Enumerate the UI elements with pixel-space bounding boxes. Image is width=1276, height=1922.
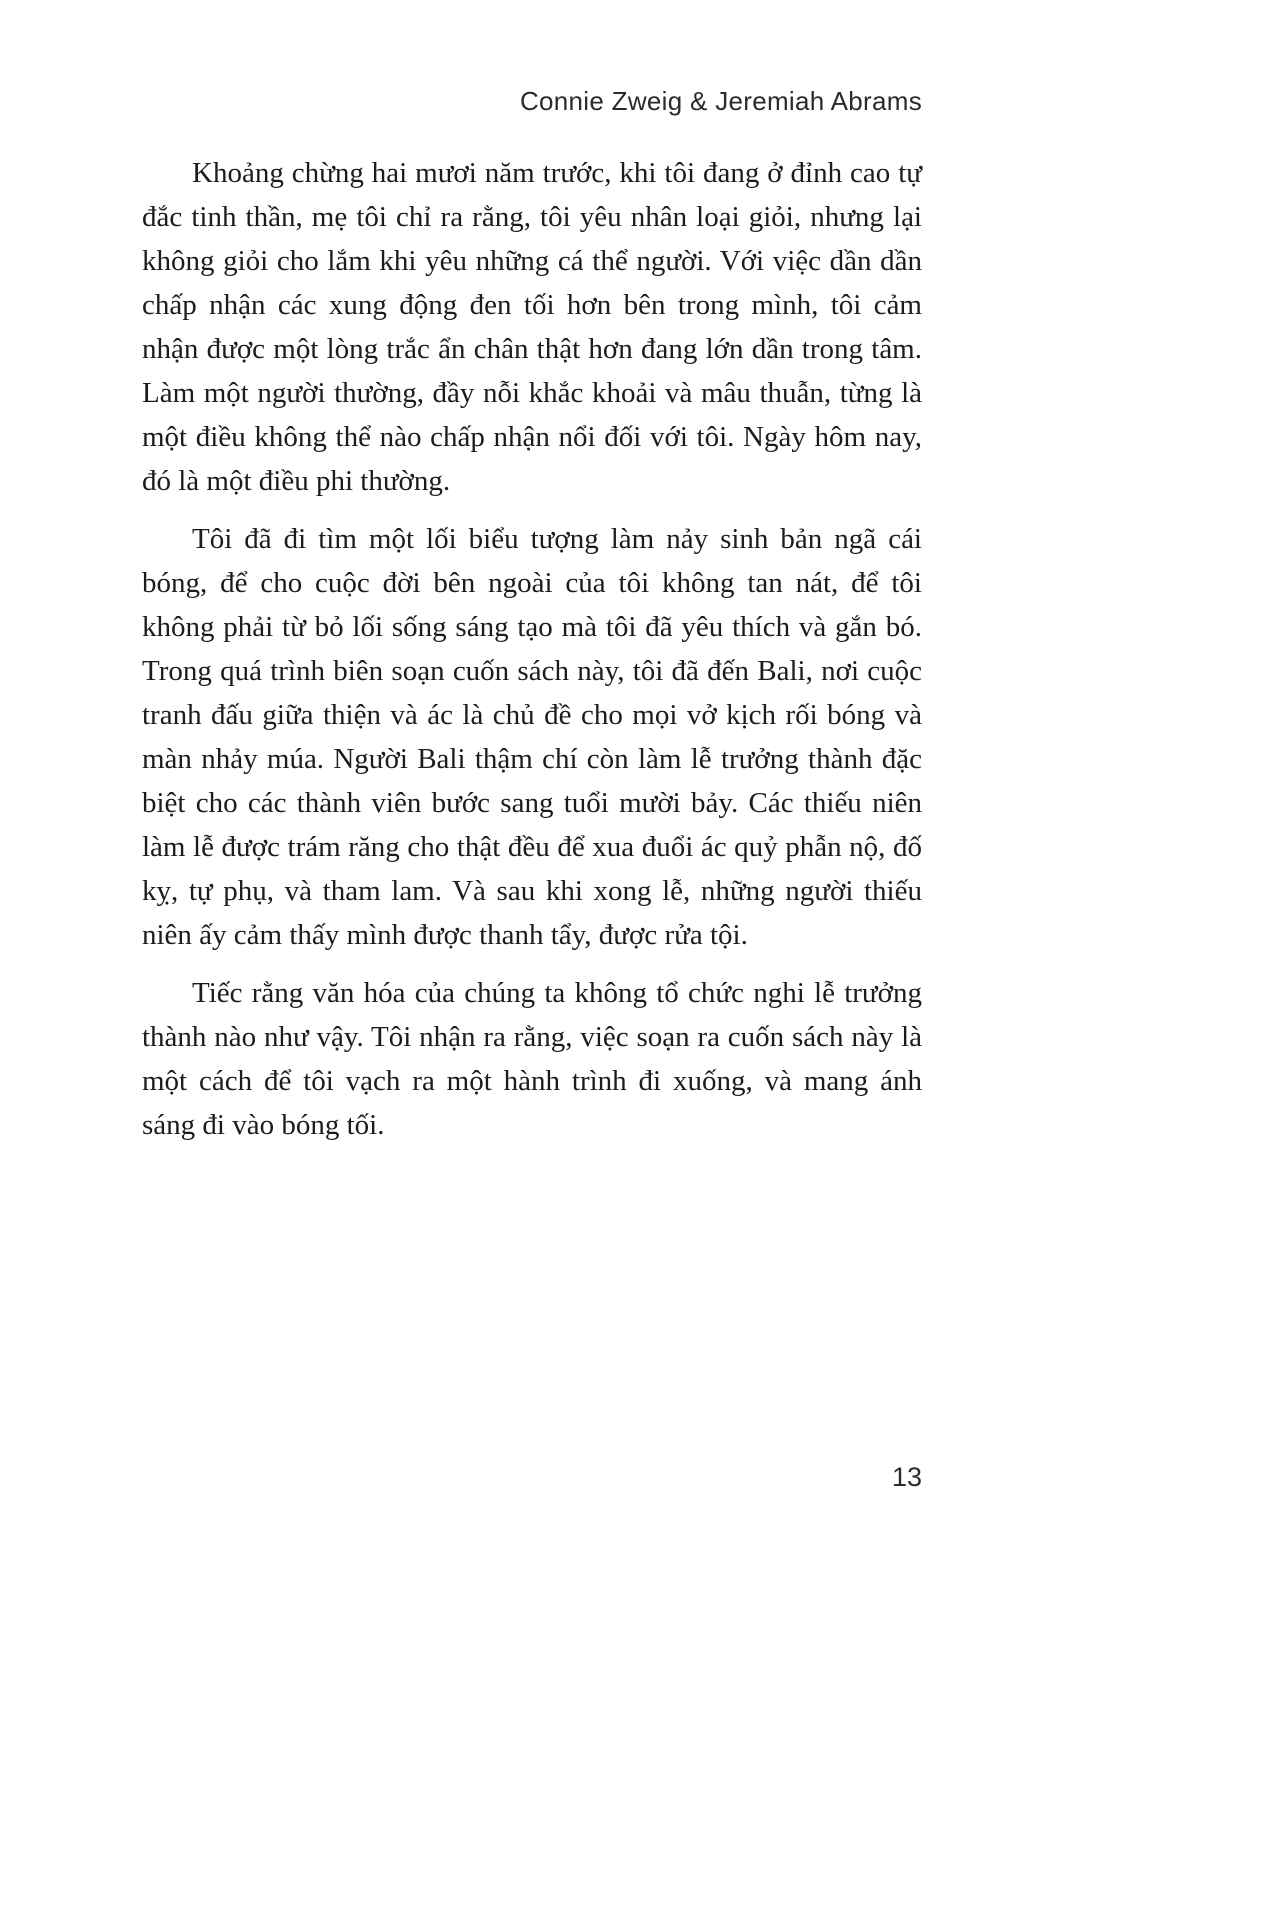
paragraph: Tiếc rằng văn hóa của chúng ta không tổ chức nghi lễ trưởng thành nào như vậy. Tôi nhận ra rằng, việc soạn ra cuốn sách này là một cách để tôi vạch ra một hành trình đi xuống, và mang ánh sáng đi vào bóng tối. — [142, 977, 922, 1141]
body-text — [142, 151, 922, 1147]
page-number: 13 — [891, 1462, 922, 1492]
text-column — [142, 86, 922, 1161]
paragraph: Khoảng chừng hai mươi năm trước, khi tôi đang ở đỉnh cao tự đắc tinh thần, mẹ tôi chỉ ra rằng, tôi yêu nhân loại giỏi, nhưng lại không giỏi cho lắm khi yêu những cá thể người. Với việc dần dần chấp nhận các xung động đen tối hơn bên trong mình, tôi cảm nhận được một lòng trắc ẩn chân thật hơn đang lớn dần trong tâm. Làm một người thường, đầy nỗi khắc khoải và mâu thuẫn, từng là một điều không thể nào chấp nhận nổi đối với tôi. Ngày hôm nay, đó là một điều phi thường. — [142, 157, 922, 497]
running-header-authors: Connie Zweig & Jeremiah Abrams — [519, 86, 922, 116]
paragraph: Tôi đã đi tìm một lối biểu tượng làm nảy sinh bản ngã cái bóng, để cho cuộc đời bên ngoài của tôi không tan nát, để tôi không phải từ bỏ lối sống sáng tạo mà tôi đã yêu thích và gắn bó. Trong quá trình biên soạn cuốn sách này, tôi đã đến Bali, nơi cuộc tranh đấu giữa thiện và ác là chủ đề cho mọi vở kịch rối bóng và màn nhảy múa. Người Bali thậm chí còn làm lễ trưởng thành đặc biệt cho các thành viên bước sang tuổi mười bảy. Các thiếu niên làm lễ được trám răng cho thật đều để xua đuổi ác quỷ phẫn nộ, đố kỵ, tự phụ, và tham lam. Và sau khi xong lễ, những người thiếu niên ấy cảm thấy mình được thanh tẩy, được rửa tội. — [142, 523, 922, 951]
